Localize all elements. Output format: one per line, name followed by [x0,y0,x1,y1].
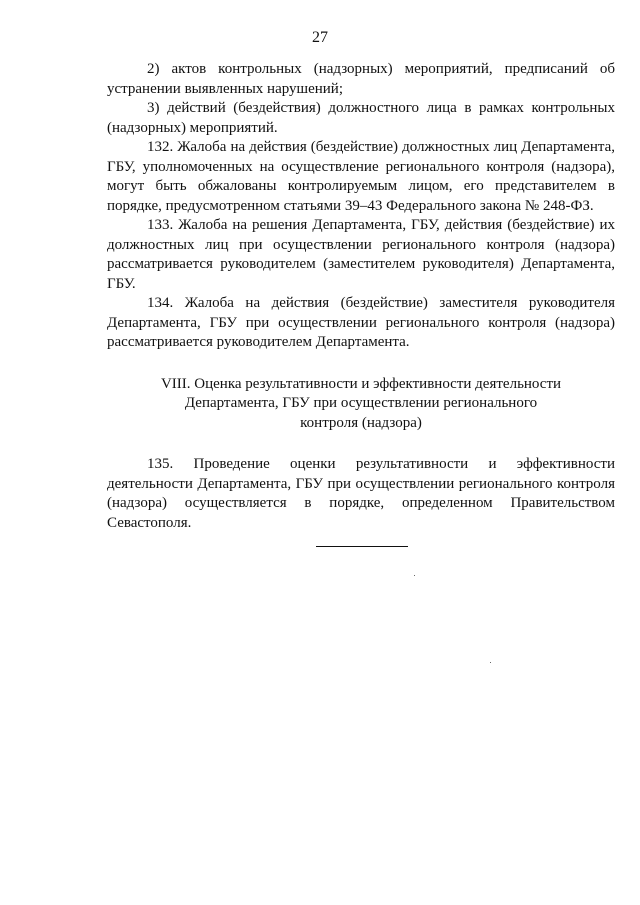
end-of-document-rule [316,546,408,547]
document-body [107,60,615,533]
page-number: 27 [312,29,328,46]
paragraph-item-2: 2) актов контрольных (надзорных) мероприятий, предписаний об устранении выявленных нарушений; [107,61,615,97]
scan-speck [414,575,415,576]
scan-speck [490,662,491,663]
section-heading-line-2: Департамента, ГБУ при осуществлении регионального [184,395,538,411]
paragraph-135: 135. Проведение оценки результативности и эффективности деятельности Департамента, ГБУ при осуществлении регионального контроля (надзора) осуществляется в порядке, определенном Правительством Севастополя. [107,456,615,531]
section-heading [107,375,615,434]
paragraph-134: 134. Жалоба на действия (бездействие) заместителя руководителя Департамента, ГБУ при осуществлении регионального контроля (надзора) рассматривается руководителем Департамента. [107,295,615,350]
section-heading-line-1: VIII. Оценка результативности и эффективности деятельности [160,375,562,392]
paragraph-item-3: 3) действий (бездействия) должностного лица в рамках контрольных (надзорных) мероприятий. [107,100,615,136]
section-heading-line-3: контроля (надзора) [300,414,422,431]
paragraph-133: 133. Жалоба на решения Департамента, ГБУ, действия (бездействие) их должностных лиц при осуществлении регионального контроля (надзора) рассматривается руководителем (заместителем руководителя) Департамента, ГБУ. [107,217,615,292]
paragraph-132: 132. Жалоба на действия (бездействие) должностных лиц Департамента, ГБУ, уполномоченных на осуществление регионального контроля (надзора), могут быть обжалованы контролируемым лицом, его представителем в порядке, предусмотренном статьями 39–43 Федерального закона № 248-ФЗ. [107,139,615,214]
